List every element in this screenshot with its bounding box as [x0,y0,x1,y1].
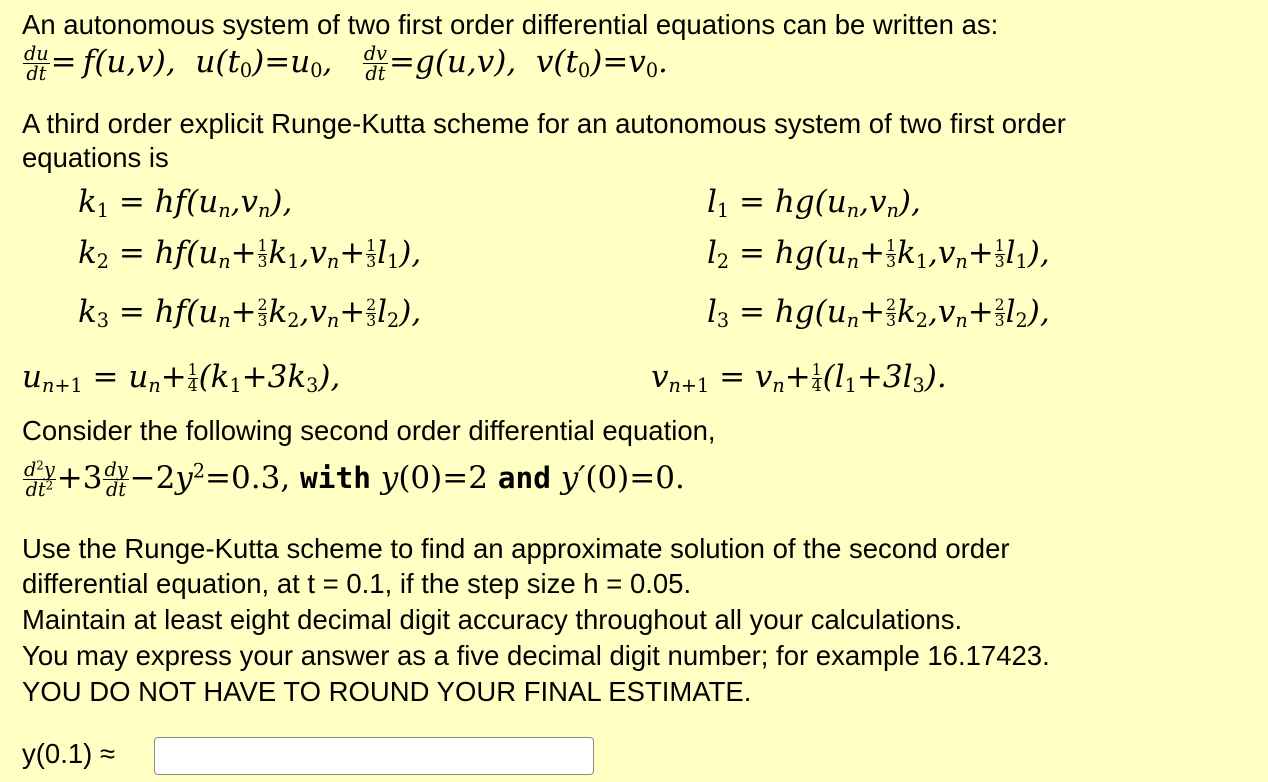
intro-line-3: equations is [22,142,169,173]
rk-k1: $k_1 = hf(u_n,v_n)$, [78,184,293,222]
system-equation: $\frac{du}{dt}$ = f(u,v), $u(t_0)=u_0$, $\frac{dv}{dt}$ =g(u,v), $v(t_0)=v_0$. [24,42,668,86]
rk-u-update: $u_{n+1} = u_n+$ $\frac{1}{4}$ $(k_1+3k_3)$, [22,359,341,397]
intro-line-1: An autonomous system of two first order differential equations can be written as: [22,9,999,40]
ode-with: with [300,461,371,496]
rk-k2: $k_2 = hf(u_n+$ $\frac{1}{3}$ $k_1,v_n+$ $\frac{1}{3}$ $l_1$), [78,235,422,273]
rk-l1: $l_1 = hg(u_n,v_n)$, [707,184,921,222]
rk-l2: $l_2 = hg(u_n+$ $\frac{1}{3}$ $k_1,v_n+$ $\frac{1}{3}$ $l_1$), [707,235,1050,273]
consider-text: Consider the following second order differential equation, [22,415,716,446]
instruction-line-2: differential equation, at t = 0.1, if the step size h = 0.05. [22,568,692,599]
instruction-line-3: Maintain at least eight decimal digit accuracy throughout all your calculations. [22,604,963,635]
ode-and: and [497,461,551,496]
instruction-line-1: Use the Runge-Kutta scheme to find an approximate solution of the second order [22,533,1010,564]
rk-v-update: $v_{n+1} = v_n+$ $\frac{1}{4}$ $(l_1+3l_3)$. [651,359,947,397]
answer-input[interactable] [154,737,594,775]
second-order-ode: $\frac{d^2y}{dt^2}$ +3 $\frac{dy}{dt}$ $-2y^2=0.3$, with y(0)=2 and y′(0)=0. [24,458,685,502]
answer-label: y(0.1) ≈ [22,738,116,769]
rk-l3: $l_3 = hg(u_n+$ $\frac{2}{3}$ $k_2,v_n+$ $\frac{2}{3}$ $l_2$), [707,294,1050,332]
instruction-line-4: You may express your answer as a five decimal digit number; for example 16.17423. [22,640,1050,671]
intro-line-2: A third order explicit Runge-Kutta scheme for an autonomous system of two first order [22,108,1066,139]
rk-k3: $k_3 = hf(u_n+$ $\frac{2}{3}$ $k_2,v_n+$ $\frac{2}{3}$ $l_2$), [78,294,422,332]
instruction-line-5: YOU DO NOT HAVE TO ROUND YOUR FINAL ESTIMATE. [22,676,752,707]
